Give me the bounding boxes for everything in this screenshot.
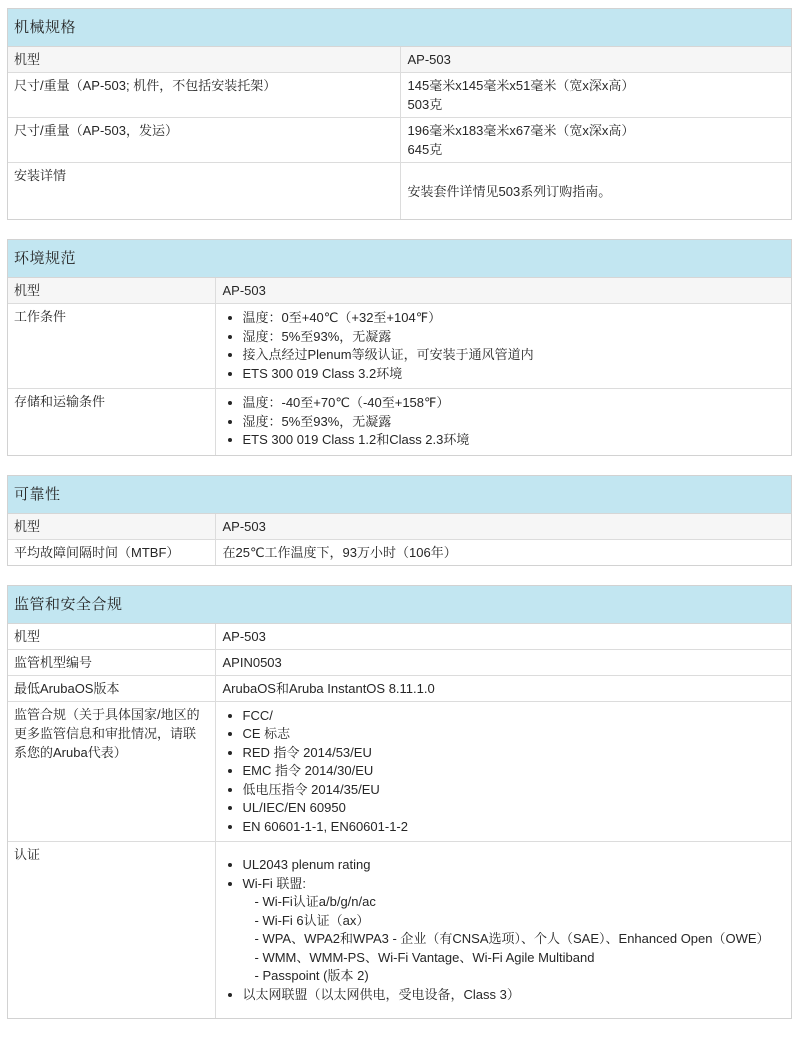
table-row (8, 842, 791, 1019)
row-label: 认证 (8, 842, 215, 1019)
bullet-item: • 低电压指令 2014/35/EU (243, 781, 784, 800)
bullet-item: • EMC 指令 2014/30/EU (243, 762, 784, 781)
bullet-item: • FCC/ (243, 707, 784, 726)
bullet-list (223, 707, 784, 837)
row-value (215, 514, 791, 540)
row-label: 最低ArubaOS版本 (8, 675, 215, 701)
row-label: 尺寸/重量（AP-503，发运） (8, 118, 400, 163)
row-value (215, 675, 791, 701)
value-line: ArubaOS和Aruba InstantOS 8.11.1.0 (222, 680, 435, 696)
table-row (8, 278, 791, 304)
value-line: 在25℃工作温度下，93万小时（106年） (222, 544, 457, 560)
bullet-item: • CE 标志 (243, 725, 784, 744)
section-title: 监管和安全合规 (8, 586, 791, 624)
table-row (8, 649, 791, 675)
reliability-table (8, 514, 791, 565)
bullet-item: • 温度：0至+40℃（+32至+104℉） (243, 309, 784, 328)
value-line: APIN0503 (222, 654, 282, 670)
value-line: AP-503 (222, 518, 266, 534)
bullet-list (223, 309, 784, 383)
sub-item: - Wi-Fi认证a/b/g/n/ac (254, 894, 376, 909)
table-row (8, 539, 791, 565)
bullet-item: • 以太网联盟（以太网供电，受电设备，Class 3） (243, 986, 784, 1005)
bullet-item: • RED 指令 2014/53/EU (243, 744, 784, 763)
regulatory-compliance-table (8, 624, 791, 1019)
row-label: 机型 (8, 278, 215, 304)
row-value (400, 73, 791, 118)
bullet-item: • 湿度：5%至93%，无凝露 (243, 413, 784, 432)
mechanical-specs-table (8, 47, 791, 219)
table-row (8, 389, 791, 455)
bullet-item: • UL2043 plenum rating (243, 856, 784, 875)
bullet-item: • 接入点经过Plenum等级认证，可安装于通风管道内 (243, 346, 784, 365)
value-line: 503克 (407, 97, 443, 112)
table-row (8, 514, 791, 540)
section-reliability (7, 475, 792, 566)
table-row (8, 701, 791, 842)
row-value (215, 539, 791, 565)
section-title: 环境规范 (8, 240, 791, 278)
value-line: 645克 (407, 142, 443, 157)
bullet-item: • ETS 300 019 Class 3.2环境 (243, 365, 784, 384)
section-regulatory-compliance (7, 585, 792, 1020)
row-label: 机型 (8, 514, 215, 540)
sub-item: - WPA、WPA2和WPA3 - 企业（有CNSA选项）、个人（SAE）、Enhanced Open（OWE） (254, 931, 770, 946)
row-value (215, 701, 791, 842)
row-label: 存储和运输条件 (8, 389, 215, 455)
row-label: 安装详情 (8, 163, 400, 220)
bullet-item: • EN 60601-1-1, EN60601-1-2 (243, 818, 784, 837)
row-label: 监管合规（关于具体国家/地区的更多监管信息和审批情况，请联系您的Aruba代表） (8, 701, 215, 842)
bullet-item: • 温度：-40至+70℃（-40至+158℉） (243, 394, 784, 413)
sub-item: - Wi-Fi 6认证（ax） (254, 912, 370, 928)
row-label: 平均故障间隔时间（MTBF） (8, 539, 215, 565)
row-value (400, 47, 791, 73)
section-environmental-specs (7, 239, 792, 456)
value-line: AP-503 (222, 628, 266, 644)
table-row (8, 675, 791, 701)
environmental-specs-table (8, 278, 791, 455)
row-value (400, 118, 791, 163)
value-line: 196毫米x183毫米x67毫米（宽x深x高） (407, 123, 635, 138)
row-value (215, 389, 791, 455)
row-value (215, 278, 791, 304)
value-line: AP-503 (407, 52, 451, 67)
row-value (400, 163, 791, 220)
section-title: 机械规格 (8, 9, 791, 47)
sub-item: - Passpoint (版本 2) (254, 968, 369, 983)
bullet-list (223, 394, 784, 450)
value-line: 145毫米x145毫米x51毫米（宽x深x高） (407, 78, 635, 93)
row-label: 监管机型编号 (8, 649, 215, 675)
row-label: 机型 (8, 47, 400, 73)
section-title: 可靠性 (8, 476, 791, 514)
sub-item: - WMM、WMM-PS、Wi-Fi Vantage、Wi-Fi Agile Multiband (254, 949, 595, 965)
section-mechanical-specs (7, 8, 792, 220)
table-row (8, 47, 791, 73)
row-value (215, 649, 791, 675)
table-row (8, 304, 791, 389)
bullet-item: • ETS 300 019 Class 1.2和Class 2.3环境 (243, 431, 784, 450)
row-value (215, 304, 791, 389)
bullet-item: • Wi-Fi 联盟: (243, 875, 784, 894)
row-label: 工作条件 (8, 304, 215, 389)
row-label: 尺寸/重量（AP-503; 机件，不包括安装托架） (8, 73, 400, 118)
bullet-item: • UL/IEC/EN 60950 (243, 799, 784, 818)
table-row (8, 624, 791, 650)
table-row (8, 118, 791, 163)
row-label: 机型 (14, 628, 41, 644)
table-row (8, 163, 791, 220)
bullet-item: • 湿度：5%至93%，无凝露 (243, 328, 784, 347)
value-line: 安装套件详情见503系列订购指南。 (407, 183, 612, 199)
bullet-list (223, 856, 784, 1004)
table-row (8, 73, 791, 118)
row-value (215, 624, 791, 650)
row-value (215, 842, 791, 1019)
value-line: AP-503 (222, 283, 266, 298)
